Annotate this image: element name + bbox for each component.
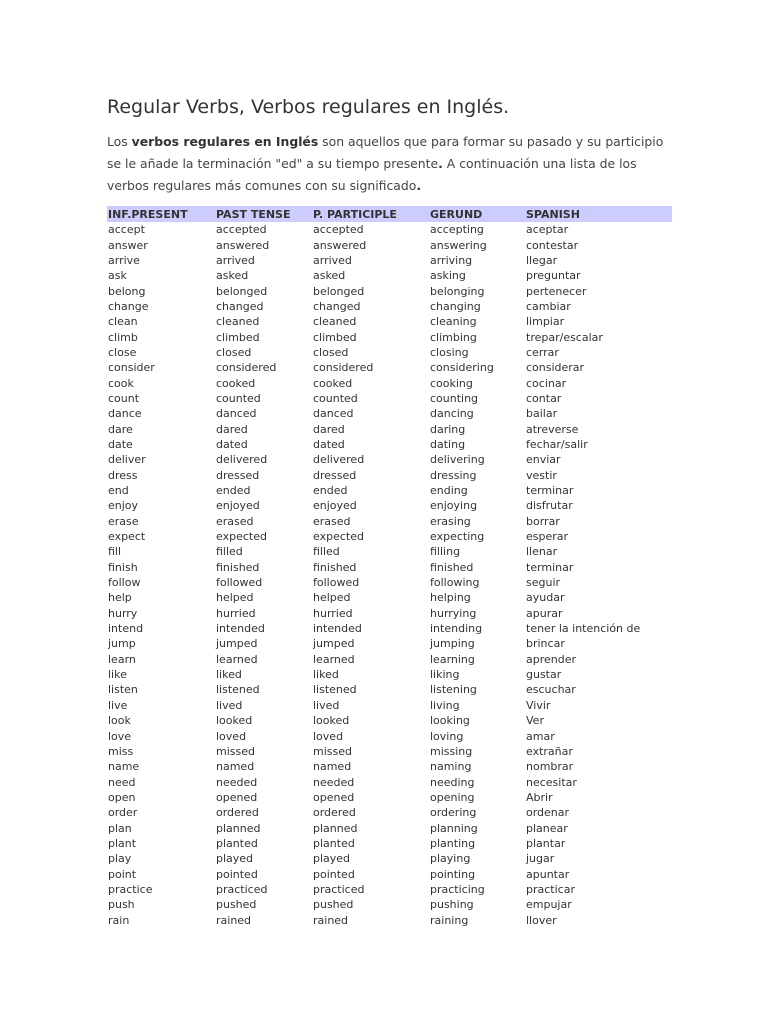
table-row — [107, 544, 672, 559]
cell-past-tense: danced — [216, 407, 257, 421]
cell-inf-present: practice — [108, 882, 153, 896]
cell-spanish: ayudar — [526, 591, 565, 605]
cell-spanish: escuchar — [526, 683, 576, 697]
cell-inf-present: close — [108, 345, 137, 359]
cell-past-participle: dressed — [313, 468, 357, 482]
cell-gerund: planting — [430, 836, 476, 850]
cell-past-tense: practiced — [216, 882, 268, 896]
table-row — [107, 329, 672, 344]
cell-inf-present: listen — [108, 683, 138, 697]
cell-gerund: asking — [430, 269, 466, 283]
cell-inf-present: deliver — [108, 453, 146, 467]
table-row — [107, 606, 672, 621]
cell-gerund: ending — [430, 484, 468, 498]
cell-past-participle: named — [313, 760, 352, 774]
table-row — [107, 283, 672, 298]
cell-inf-present: expect — [108, 530, 146, 544]
table-row — [107, 866, 672, 881]
cell-past-tense: planted — [216, 836, 258, 850]
cell-inf-present: live — [108, 698, 128, 712]
table-row — [107, 360, 672, 375]
cell-gerund: loving — [430, 729, 464, 743]
cell-inf-present: clean — [108, 315, 138, 329]
cell-gerund: cooking — [430, 376, 473, 390]
cell-past-tense: cooked — [216, 376, 256, 390]
cell-past-participle: counted — [313, 391, 358, 405]
cell-past-tense: jumped — [216, 637, 258, 651]
cell-past-participle: delivered — [313, 453, 365, 467]
cell-past-tense: considered — [216, 361, 277, 375]
cell-past-tense: accepted — [216, 223, 267, 237]
cell-gerund: expecting — [430, 530, 485, 544]
cell-past-tense: arrived — [216, 253, 255, 267]
table-row — [107, 759, 672, 774]
cell-gerund: changing — [430, 299, 481, 313]
cell-past-participle: cleaned — [313, 315, 357, 329]
cell-past-tense: dared — [216, 422, 248, 436]
header-past-participle: P. PARTICIPLE — [312, 206, 429, 222]
cell-spanish: Abrir — [526, 790, 553, 804]
cell-past-participle: listened — [313, 683, 357, 697]
cell-past-participle: changed — [313, 299, 361, 313]
cell-inf-present: need — [108, 775, 136, 789]
table-row — [107, 452, 672, 467]
cell-past-tense: loved — [216, 729, 247, 743]
cell-gerund: pointing — [430, 867, 476, 881]
cell-past-tense: played — [216, 852, 254, 866]
cell-spanish: apuntar — [526, 867, 570, 881]
table-row — [107, 514, 672, 529]
cell-spanish: llenar — [526, 545, 558, 559]
table-row — [107, 882, 672, 897]
cell-inf-present: intend — [108, 622, 144, 636]
cell-spanish: esperar — [526, 530, 569, 544]
cell-past-participle: dated — [313, 437, 345, 451]
cell-spanish: cocinar — [526, 376, 567, 390]
cell-inf-present: erase — [108, 514, 139, 528]
table-row — [107, 498, 672, 513]
cell-past-tense: named — [216, 760, 255, 774]
table-row — [107, 590, 672, 605]
cell-past-participle: jumped — [313, 637, 355, 651]
cell-inf-present: count — [108, 391, 140, 405]
cell-gerund: hurrying — [430, 606, 477, 620]
table-row — [107, 437, 672, 452]
cell-past-participle: opened — [313, 790, 355, 804]
cell-gerund: counting — [430, 391, 479, 405]
header-inf-present: INF.PRESENT — [107, 206, 215, 222]
cell-spanish: fechar/salir — [526, 437, 588, 451]
cell-spanish: empujar — [526, 898, 572, 912]
cell-spanish: terminar — [526, 560, 574, 574]
cell-spanish: vestir — [526, 468, 557, 482]
cell-past-participle: asked — [313, 269, 346, 283]
cell-past-participle: dared — [313, 422, 345, 436]
cell-spanish: cambiar — [526, 299, 571, 313]
cell-inf-present: play — [108, 852, 132, 866]
cell-spanish: pertenecer — [526, 284, 587, 298]
intro-text-3: A continuación una lista de los verbos regulares más comunes con su significado — [107, 156, 637, 193]
cell-inf-present: answer — [108, 238, 148, 252]
cell-spanish: planear — [526, 821, 568, 835]
cell-spanish: contestar — [526, 238, 579, 252]
cell-gerund: jumping — [430, 637, 475, 651]
cell-gerund: looking — [430, 714, 470, 728]
table-row — [107, 529, 672, 544]
cell-spanish: enviar — [526, 453, 561, 467]
cell-past-tense: hurried — [216, 606, 256, 620]
cell-past-tense: planned — [216, 821, 261, 835]
cell-inf-present: look — [108, 714, 131, 728]
cell-gerund: climbing — [430, 330, 477, 344]
cell-gerund: living — [430, 698, 460, 712]
cell-past-tense: pointed — [216, 867, 258, 881]
table-row — [107, 728, 672, 743]
cell-past-participle: lived — [313, 698, 340, 712]
cell-past-tense: followed — [216, 576, 263, 590]
cell-past-participle: rained — [313, 913, 349, 927]
cell-spanish: trepar/escalar — [526, 330, 603, 344]
cell-inf-present: end — [108, 484, 129, 498]
table-row — [107, 237, 672, 252]
cell-past-participle: followed — [313, 576, 360, 590]
table-row — [107, 421, 672, 436]
cell-past-tense: enjoyed — [216, 499, 260, 513]
cell-spanish: limpiar — [526, 315, 565, 329]
cell-past-participle: danced — [313, 407, 354, 421]
table-row — [107, 667, 672, 682]
cell-gerund: raining — [430, 913, 469, 927]
table-row — [107, 774, 672, 789]
cell-spanish: borrar — [526, 514, 560, 528]
cell-inf-present: open — [108, 790, 136, 804]
table-row — [107, 560, 672, 575]
cell-past-tense: cleaned — [216, 315, 260, 329]
cell-past-participle: belonged — [313, 284, 365, 298]
cell-past-participle: closed — [313, 345, 349, 359]
cell-past-tense: counted — [216, 391, 261, 405]
cell-past-participle: liked — [313, 668, 339, 682]
cell-spanish: plantar — [526, 836, 566, 850]
cell-gerund: missing — [430, 744, 473, 758]
cell-past-participle: hurried — [313, 606, 353, 620]
cell-past-tense: listened — [216, 683, 260, 697]
cell-spanish: aprender — [526, 652, 577, 666]
table-header-row — [107, 206, 672, 222]
cell-inf-present: like — [108, 668, 127, 682]
table-row — [107, 299, 672, 314]
table-row — [107, 222, 672, 237]
cell-past-tense: missed — [216, 744, 255, 758]
cell-past-tense: belonged — [216, 284, 268, 298]
cell-gerund: belonging — [430, 284, 485, 298]
cell-gerund: arriving — [430, 253, 473, 267]
intro-text-2: son aquellos que para formar su pasado y su participio se le añade la terminación "ed" a su tiempo presente — [107, 134, 664, 171]
cell-past-tense: expected — [216, 530, 267, 544]
table-row — [107, 468, 672, 483]
cell-spanish: atreverse — [526, 422, 579, 436]
intro-paragraph — [107, 131, 673, 197]
header-spanish: SPANISH — [525, 206, 672, 222]
cell-past-tense: ended — [216, 484, 251, 498]
cell-gerund: closing — [430, 345, 469, 359]
cell-gerund: needing — [430, 775, 475, 789]
cell-inf-present: finish — [108, 560, 138, 574]
cell-past-tense: pushed — [216, 898, 257, 912]
cell-gerund: ordering — [430, 806, 477, 820]
cell-spanish: llegar — [526, 253, 558, 267]
cell-past-participle: planted — [313, 836, 355, 850]
cell-spanish: jugar — [526, 852, 555, 866]
cell-past-tense: answered — [216, 238, 270, 252]
cell-inf-present: cook — [108, 376, 134, 390]
page-title: Regular Verbs, Verbos regulares en Inglés. — [107, 96, 510, 118]
cell-past-participle: missed — [313, 744, 352, 758]
cell-gerund: enjoying — [430, 499, 478, 513]
cell-past-tense: filled — [216, 545, 243, 559]
cell-gerund: practicing — [430, 882, 485, 896]
cell-inf-present: name — [108, 760, 140, 774]
cell-spanish: extrañar — [526, 744, 573, 758]
cell-inf-present: dare — [108, 422, 133, 436]
cell-past-participle: considered — [313, 361, 374, 375]
cell-gerund: delivering — [430, 453, 485, 467]
cell-past-tense: dated — [216, 437, 248, 451]
cell-past-participle: planned — [313, 821, 358, 835]
cell-past-participle: expected — [313, 530, 364, 544]
cell-past-tense: erased — [216, 514, 254, 528]
cell-spanish: bailar — [526, 407, 558, 421]
cell-past-participle: erased — [313, 514, 351, 528]
cell-past-participle: finished — [313, 560, 357, 574]
cell-inf-present: help — [108, 591, 132, 605]
table-row — [107, 345, 672, 360]
cell-spanish: tener la intención de — [526, 622, 641, 636]
intro-text-1: Los — [107, 134, 132, 149]
intro-bold-3: . — [416, 178, 422, 193]
cell-spanish: Ver — [526, 714, 544, 728]
table-row — [107, 805, 672, 820]
cell-past-tense: lived — [216, 698, 243, 712]
table-row — [107, 682, 672, 697]
cell-past-participle: filled — [313, 545, 340, 559]
cell-inf-present: dress — [108, 468, 138, 482]
table-row — [107, 314, 672, 329]
cell-gerund: following — [430, 576, 480, 590]
cell-gerund: playing — [430, 852, 471, 866]
cell-inf-present: miss — [108, 744, 134, 758]
cell-gerund: listening — [430, 683, 477, 697]
cell-gerund: dating — [430, 437, 466, 451]
cell-gerund: daring — [430, 422, 466, 436]
cell-past-participle: loved — [313, 729, 344, 743]
cell-inf-present: push — [108, 898, 135, 912]
cell-inf-present: dance — [108, 407, 142, 421]
cell-gerund: cleaning — [430, 315, 477, 329]
cell-spanish: apurar — [526, 606, 563, 620]
cell-inf-present: point — [108, 867, 137, 881]
cell-past-tense: liked — [216, 668, 242, 682]
cell-past-participle: practiced — [313, 882, 365, 896]
cell-past-tense: changed — [216, 299, 264, 313]
cell-past-tense: rained — [216, 913, 252, 927]
table-row — [107, 253, 672, 268]
cell-inf-present: accept — [108, 223, 145, 237]
table-row — [107, 698, 672, 713]
cell-gerund: answering — [430, 238, 487, 252]
header-gerund: GERUND — [429, 206, 525, 222]
table-row — [107, 897, 672, 912]
cell-past-tense: finished — [216, 560, 260, 574]
cell-spanish: terminar — [526, 484, 574, 498]
cell-spanish: contar — [526, 391, 562, 405]
table-row — [107, 851, 672, 866]
table-row — [107, 790, 672, 805]
cell-spanish: disfrutar — [526, 499, 573, 513]
cell-spanish: cerrar — [526, 345, 559, 359]
cell-inf-present: arrive — [108, 253, 140, 267]
cell-past-tense: needed — [216, 775, 258, 789]
cell-inf-present: belong — [108, 284, 146, 298]
cell-inf-present: change — [108, 299, 149, 313]
table-row — [107, 912, 672, 927]
cell-gerund: accepting — [430, 223, 484, 237]
cell-inf-present: plan — [108, 821, 132, 835]
table-row — [107, 391, 672, 406]
cell-past-tense: helped — [216, 591, 254, 605]
cell-inf-present: ask — [108, 269, 127, 283]
cell-inf-present: date — [108, 437, 133, 451]
cell-past-tense: opened — [216, 790, 258, 804]
cell-past-participle: arrived — [313, 253, 352, 267]
cell-spanish: brincar — [526, 637, 565, 651]
cell-spanish: llover — [526, 913, 557, 927]
cell-gerund: naming — [430, 760, 472, 774]
header-past-tense: PAST TENSE — [215, 206, 312, 222]
verbs-table — [107, 206, 672, 928]
cell-spanish: gustar — [526, 668, 562, 682]
cell-past-participle: climbed — [313, 330, 357, 344]
cell-past-participle: helped — [313, 591, 351, 605]
cell-gerund: planning — [430, 821, 478, 835]
cell-past-tense: delivered — [216, 453, 268, 467]
table-row — [107, 375, 672, 390]
cell-past-participle: pointed — [313, 867, 355, 881]
cell-gerund: intending — [430, 622, 483, 636]
cell-inf-present: fill — [108, 545, 122, 559]
cell-gerund: pushing — [430, 898, 474, 912]
cell-spanish: aceptar — [526, 223, 569, 237]
cell-spanish: nombrar — [526, 760, 574, 774]
cell-past-tense: learned — [216, 652, 258, 666]
cell-past-tense: climbed — [216, 330, 260, 344]
cell-past-participle: learned — [313, 652, 355, 666]
cell-past-participle: needed — [313, 775, 355, 789]
table-row — [107, 268, 672, 283]
table-row — [107, 652, 672, 667]
cell-past-participle: answered — [313, 238, 367, 252]
cell-inf-present: climb — [108, 330, 138, 344]
cell-spanish: Vivir — [526, 698, 551, 712]
cell-past-participle: pushed — [313, 898, 354, 912]
table-row — [107, 744, 672, 759]
cell-inf-present: order — [108, 806, 138, 820]
cell-gerund: finished — [430, 560, 474, 574]
cell-past-participle: played — [313, 852, 351, 866]
cell-past-tense: dressed — [216, 468, 260, 482]
cell-inf-present: learn — [108, 652, 136, 666]
cell-past-participle: looked — [313, 714, 350, 728]
intro-bold-1: verbos regulares en Inglés — [131, 134, 319, 149]
cell-inf-present: love — [108, 729, 132, 743]
table-row — [107, 636, 672, 651]
cell-past-tense: closed — [216, 345, 252, 359]
cell-spanish: amar — [526, 729, 555, 743]
table-row — [107, 621, 672, 636]
cell-past-tense: looked — [216, 714, 253, 728]
cell-gerund: liking — [430, 668, 460, 682]
cell-past-tense: ordered — [216, 806, 259, 820]
cell-past-tense: asked — [216, 269, 249, 283]
cell-gerund: considering — [430, 361, 494, 375]
table-body — [107, 222, 672, 928]
table-row — [107, 406, 672, 421]
cell-past-participle: intended — [313, 622, 362, 636]
cell-inf-present: rain — [108, 913, 130, 927]
cell-inf-present: enjoy — [108, 499, 139, 513]
cell-spanish: necesitar — [526, 775, 577, 789]
cell-inf-present: plant — [108, 836, 137, 850]
table-row — [107, 836, 672, 851]
cell-past-participle: enjoyed — [313, 499, 357, 513]
cell-gerund: dressing — [430, 468, 477, 482]
cell-past-participle: cooked — [313, 376, 353, 390]
cell-gerund: dancing — [430, 407, 474, 421]
cell-inf-present: consider — [108, 361, 155, 375]
table-row — [107, 483, 672, 498]
cell-gerund: learning — [430, 652, 475, 666]
table-row — [107, 820, 672, 835]
cell-past-participle: accepted — [313, 223, 364, 237]
cell-gerund: filling — [430, 545, 461, 559]
cell-past-participle: ended — [313, 484, 348, 498]
cell-spanish: seguir — [526, 576, 561, 590]
cell-gerund: erasing — [430, 514, 471, 528]
cell-inf-present: follow — [108, 576, 141, 590]
table-row — [107, 575, 672, 590]
cell-inf-present: hurry — [108, 606, 138, 620]
cell-spanish: considerar — [526, 361, 585, 375]
cell-past-tense: intended — [216, 622, 265, 636]
intro-bold-2: . — [438, 156, 443, 171]
cell-past-participle: ordered — [313, 806, 356, 820]
cell-inf-present: jump — [108, 637, 136, 651]
cell-spanish: practicar — [526, 882, 575, 896]
table-row — [107, 713, 672, 728]
cell-spanish: ordenar — [526, 806, 570, 820]
cell-gerund: helping — [430, 591, 471, 605]
cell-gerund: opening — [430, 790, 475, 804]
cell-spanish: preguntar — [526, 269, 581, 283]
